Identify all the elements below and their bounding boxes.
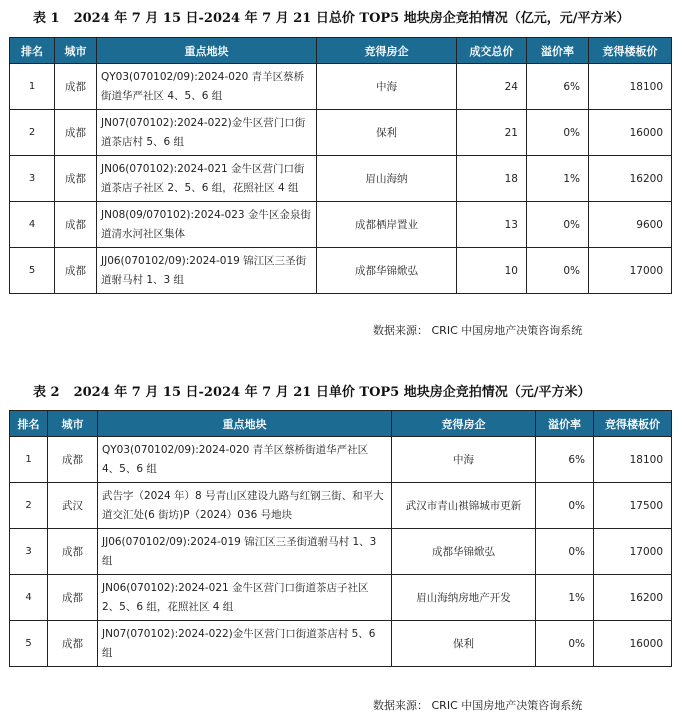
rank-cell: 5 [10, 621, 48, 667]
table2-header-company: 竞得房企 [392, 411, 536, 437]
price-cell: 9600 [589, 202, 672, 248]
city-cell: 成都 [55, 110, 97, 156]
premium-cell: 0% [527, 202, 589, 248]
table2-header-land: 重点地块 [98, 411, 392, 437]
rank-cell: 4 [10, 575, 48, 621]
company-cell: 保利 [317, 110, 457, 156]
table1-header-row [10, 38, 672, 64]
price-cell: 16200 [589, 156, 672, 202]
land-cell: JN06(070102):2024-021 金牛区营门口街道茶店子社区 2、5、6 组，花照社区 4 组 [97, 156, 317, 202]
price-cell: 16200 [594, 575, 672, 621]
table2-source: 数据来源： CRIC 中国房地产决策咨询系统 [373, 699, 583, 712]
table1-header-premium: 溢价率 [527, 38, 589, 64]
table1-source: 数据来源： CRIC 中国房地产决策咨询系统 [373, 324, 583, 337]
premium-cell: 6% [527, 64, 589, 110]
premium-cell: 0% [527, 248, 589, 294]
table1-header-price: 竞得楼板价 [589, 38, 672, 64]
rank-cell: 4 [10, 202, 55, 248]
company-cell: 成都华锦焮弘 [317, 248, 457, 294]
company-cell: 保利 [392, 621, 536, 667]
table2-title-text: 2024 年 7 月 15 日-2024 年 7 月 21 日单价 TOP5 地块房企竞拍情况（元/平方米） [73, 385, 591, 400]
table1-tag: 表 1 [33, 11, 60, 26]
rank-cell: 1 [10, 64, 55, 110]
price-cell: 16000 [594, 621, 672, 667]
price-cell: 18100 [589, 64, 672, 110]
premium-cell: 1% [536, 575, 594, 621]
table-row [10, 64, 672, 110]
total-cell: 18 [457, 156, 527, 202]
city-cell: 成都 [48, 529, 98, 575]
table2-header-rank: 排名 [10, 411, 48, 437]
company-cell: 眉山海纳 [317, 156, 457, 202]
table-row [10, 575, 672, 621]
company-cell: 中海 [392, 437, 536, 483]
land-cell: QY03(070102/09):2024-020 青羊区蔡桥街道华严社区 4、5、6 组 [98, 437, 392, 483]
land-cell: JJ06(070102/09):2024-019 锦江区三圣街道驸马村 1、3 组 [98, 529, 392, 575]
premium-cell: 0% [536, 483, 594, 529]
total-cell: 21 [457, 110, 527, 156]
city-cell: 成都 [48, 437, 98, 483]
company-cell: 中海 [317, 64, 457, 110]
rank-cell: 5 [10, 248, 55, 294]
city-cell: 成都 [55, 64, 97, 110]
company-cell: 眉山海纳房地产开发 [392, 575, 536, 621]
rank-cell: 2 [10, 110, 55, 156]
price-cell: 17000 [594, 529, 672, 575]
price-cell: 17500 [594, 483, 672, 529]
land-cell: 武告字（2024 年）8 号青山区建设九路与红钢三街、和平大道交汇处(6 街坊)P（2024）036 号地块 [98, 483, 392, 529]
table2-header-row [10, 411, 672, 437]
land-cell: JJ06(070102/09):2024-019 锦江区三圣街道驸马村 1、3 组 [97, 248, 317, 294]
table-row [10, 621, 672, 667]
rank-cell: 1 [10, 437, 48, 483]
premium-cell: 1% [527, 156, 589, 202]
company-cell: 成都华锦焮弘 [392, 529, 536, 575]
table2-title [33, 381, 682, 400]
table1-header-land: 重点地块 [97, 38, 317, 64]
table1-title [33, 7, 682, 26]
price-cell: 17000 [589, 248, 672, 294]
city-cell: 成都 [55, 156, 97, 202]
premium-cell: 0% [536, 621, 594, 667]
table-row [10, 529, 672, 575]
city-cell: 成都 [55, 202, 97, 248]
table-row [10, 202, 672, 248]
land-cell: JN07(070102):2024-022)金牛区营门口街道茶店村 5、6 组 [97, 110, 317, 156]
city-cell: 成都 [48, 621, 98, 667]
city-cell: 武汉 [48, 483, 98, 529]
table-row [10, 437, 672, 483]
table2 [9, 410, 672, 667]
table2-header-price: 竞得楼板价 [594, 411, 672, 437]
land-cell: JN07(070102):2024-022)金牛区营门口街道茶店村 5、6 组 [98, 621, 392, 667]
land-cell: QY03(070102/09):2024-020 青羊区蔡桥街道华严社区 4、5、6 组 [97, 64, 317, 110]
table1-header-city: 城市 [55, 38, 97, 64]
city-cell: 成都 [55, 248, 97, 294]
table1-header-company: 竞得房企 [317, 38, 457, 64]
table-row [10, 483, 672, 529]
price-cell: 18100 [594, 437, 672, 483]
total-cell: 10 [457, 248, 527, 294]
premium-cell: 6% [536, 437, 594, 483]
rank-cell: 3 [10, 156, 55, 202]
total-cell: 13 [457, 202, 527, 248]
premium-cell: 0% [536, 529, 594, 575]
table1 [9, 37, 672, 294]
premium-cell: 0% [527, 110, 589, 156]
table-row [10, 110, 672, 156]
table1-title-text: 2024 年 7 月 15 日-2024 年 7 月 21 日总价 TOP5 地块房企竞拍情况（亿元，元/平方米） [73, 11, 630, 26]
table2-header-premium: 溢价率 [536, 411, 594, 437]
company-cell: 武汉市青山褀锦城市更新 [392, 483, 536, 529]
total-cell: 24 [457, 64, 527, 110]
table1-header-rank: 排名 [10, 38, 55, 64]
city-cell: 成都 [48, 575, 98, 621]
table-row [10, 248, 672, 294]
company-cell: 成都栖岸置业 [317, 202, 457, 248]
land-cell: JN06(070102):2024-021 金牛区营门口街道茶店子社区 2、5、6 组，花照社区 4 组 [98, 575, 392, 621]
table-row [10, 156, 672, 202]
price-cell: 16000 [589, 110, 672, 156]
table1-header-total: 成交总价 [457, 38, 527, 64]
rank-cell: 2 [10, 483, 48, 529]
table2-header-city: 城市 [48, 411, 98, 437]
table2-tag: 表 2 [33, 385, 60, 400]
land-cell: JN08(09/070102):2024-023 金牛区金泉街道清水河社区集体 [97, 202, 317, 248]
rank-cell: 3 [10, 529, 48, 575]
